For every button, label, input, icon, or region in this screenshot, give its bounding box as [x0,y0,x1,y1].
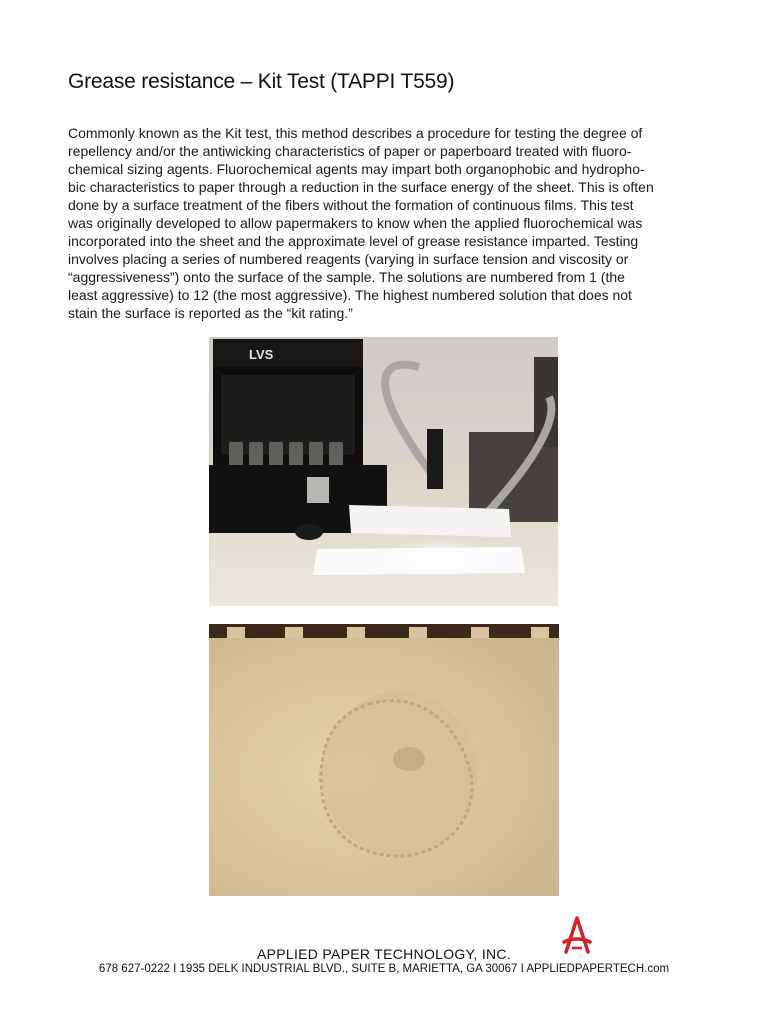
body-line: “aggressiveness”) onto the surface of the sample. The solutions are numbered from 1 (the [68,269,625,285]
body-paragraph [68,124,708,322]
kit-test-apparatus-photo [209,337,558,606]
footer-company-name [0,946,768,962]
body-line: done by a surface treatment of the fibers without the formation of continuous films. This test [68,197,634,213]
body-line: chemical sizing agents. Fluorochemical agents may impart both organophobic and hydropho- [68,161,645,177]
body-line: involves placing a series of numbered reagents (varying in surface tension and viscosity or [68,251,629,267]
body-line: least aggressive) to 12 (the most aggressive). The highest numbered solution that does not [68,287,632,303]
company-name: APPLIED PAPER TECHNOLOGY, INC. [256,946,512,962]
stain-illustration [209,624,559,896]
stained-sample-photo [209,624,559,896]
company-logo-icon [560,916,594,956]
apparatus-illustration [209,337,558,606]
body-line: repellency and/or the antiwicking characteristics of paper or paperboard treated with fluoro- [68,143,632,159]
body-line: Commonly known as the Kit test, this method describes a procedure for testing the degree of [68,125,643,141]
footer-address: 678 627-0222 I 1935 DELK INDUSTRIAL BLVD., SUITE B, MARIETTA, GA 30067 I APPLIEDPAPERTECH.com [98,963,670,975]
body-line: was originally developed to allow papermakers to know when the applied fluorochemical was [68,215,643,231]
page-title: Grease resistance – Kit Test (TAPPI T559) [68,70,455,93]
body-line: incorporated into the sheet and the approximate level of grease resistance imparted. Testing [68,233,639,249]
brand-label: LVS [249,347,274,362]
body-line: bic characteristics to paper through a reduction in the surface energy of the sheet. This is often [68,179,654,195]
body-line: stain the surface is reported as the “kit rating.” [68,305,353,321]
